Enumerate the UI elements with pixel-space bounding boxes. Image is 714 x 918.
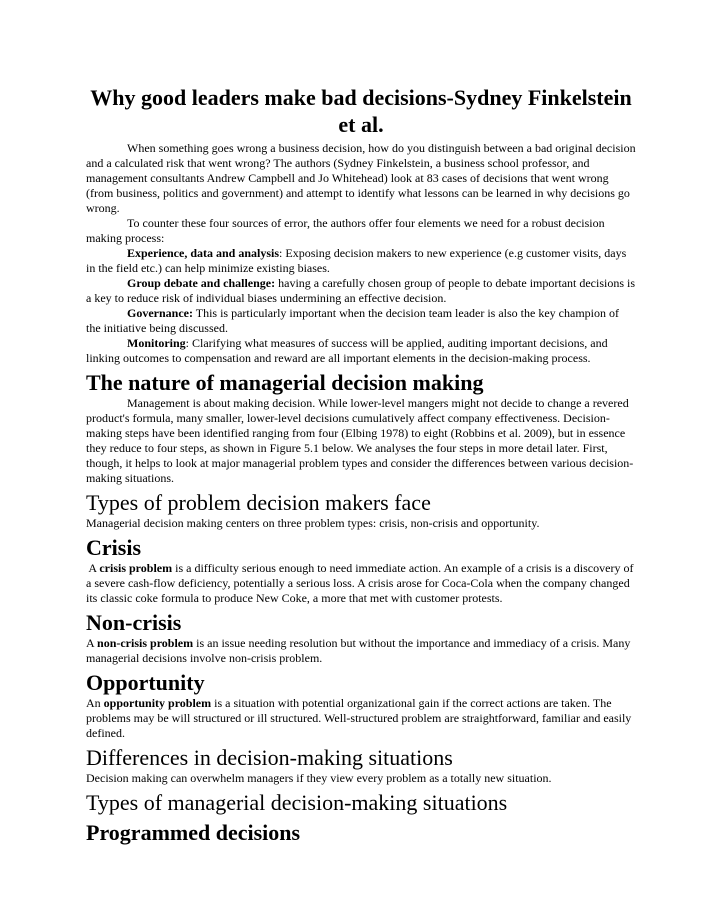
section-heading-crisis: Crisis (86, 535, 141, 560)
crisis-term: crisis problem (99, 561, 173, 575)
element-sep: : (279, 246, 283, 260)
section-heading-non-crisis: Non-crisis (86, 610, 182, 635)
elements-intro-paragraph: To counter these four sources of error, the authors offer four elements we need for a robust decision making process: (86, 216, 605, 245)
section-heading-opportunity: Opportunity (86, 670, 205, 695)
intro-paragraph: When something goes wrong a business decision, how do you distinguish between a bad original decision and a calculated risk that went wrong? The authors (Sydney Finkelstein, a business school professor, and management consultants Andrew Campbell and Jo Whitehead) look at 83 cases of decisions that went wrong (from business, politics and government) and attempt to identify what lessons can be learned in why decisions go wrong. (86, 141, 636, 215)
element-monitoring (86, 336, 636, 366)
element-term: Group debate and challenge: (127, 276, 276, 290)
section-heading-programmed: Programmed decisions (86, 820, 301, 845)
differences-paragraph: Decision making can overwhelm managers if they view every problem as a totally new situation. (86, 771, 552, 785)
non-crisis-text: is an issue needing resolution but without the importance and immediacy of a crisis. Many managerial decisions involve non-crisis problem. (86, 636, 631, 665)
non-crisis-paragraph (86, 636, 636, 666)
element-governance (86, 306, 636, 336)
element-term: Monitoring (127, 336, 186, 350)
element-text: Exposing decision makers to new experience (e.g customer visits, days in the field etc.) can help minimize existing biases. (86, 246, 627, 275)
section-heading-problem-types: Types of problem decision makers face (86, 490, 431, 515)
opportunity-text: is a situation with potential organizational gain if the correct actions are taken. The problems may be will structured or ill structured. Well-structured problem are straightforward, familiar and easily defined. (86, 696, 632, 740)
section-heading-nature: The nature of managerial decision making (86, 370, 484, 395)
element-sep: : (185, 336, 190, 350)
document-page (86, 84, 636, 846)
non-crisis-pre: A (86, 636, 98, 650)
nature-paragraph: Management is about making decision. While lower-level mangers might not decide to change a revered product's formula, many smaller, lower-level decisions cumulatively affect company effectiveness. Decision-making steps have been identified ranging from four (Elbing 1978) to eight (Robbins et al. 2009), but in essence they reduce to four steps, as shown in Figure 5.1 below. We analyses the four steps in more detail later. First, though, it helps to look at major managerial problem types and consider the differences between various decision-making situations. (86, 396, 634, 485)
element-term: Governance: (127, 306, 193, 320)
problem-types-paragraph: Managerial decision making centers on three problem types: crisis, non-crisis and opportunity. (86, 516, 540, 530)
opportunity-term: opportunity problem (103, 696, 212, 710)
element-term: Experience, data and analysis (127, 246, 280, 260)
opportunity-paragraph (86, 696, 636, 741)
element-text: This is particularly important when the decision team leader is also the key champion of the initiative being discussed. (86, 306, 619, 335)
non-crisis-term: non-crisis problem (97, 636, 194, 650)
element-group-debate (86, 276, 636, 306)
crisis-paragraph (86, 561, 636, 606)
opportunity-pre: An (86, 696, 104, 710)
section-heading-differences: Differences in decision-making situations (86, 745, 453, 770)
element-text: having a carefully chosen group of people to debate important decisions is a key to reduce risk of individual biases undermining an effective decision. (86, 276, 636, 305)
document-title: Why good leaders make bad decisions-Sydney Finkelstein et al. (90, 85, 632, 137)
crisis-pre: A (86, 561, 100, 575)
section-heading-situations: Types of managerial decision-making situations (86, 790, 508, 815)
element-text: Clarifying what measures of success will be applied, auditing important decisions, and linking outcomes to compensation and reward are all important elements in the decision-making process. (86, 336, 608, 365)
element-experience (86, 246, 636, 276)
crisis-text: is a difficulty serious enough to need immediate action. An example of a crisis is a discovery of a severe cash-flow deficiency, potentially a serious loss. A crisis arose for Coca-Cola when the company changed its classic coke formula to produce New Coke, a more that met with customer protests. (86, 561, 634, 605)
